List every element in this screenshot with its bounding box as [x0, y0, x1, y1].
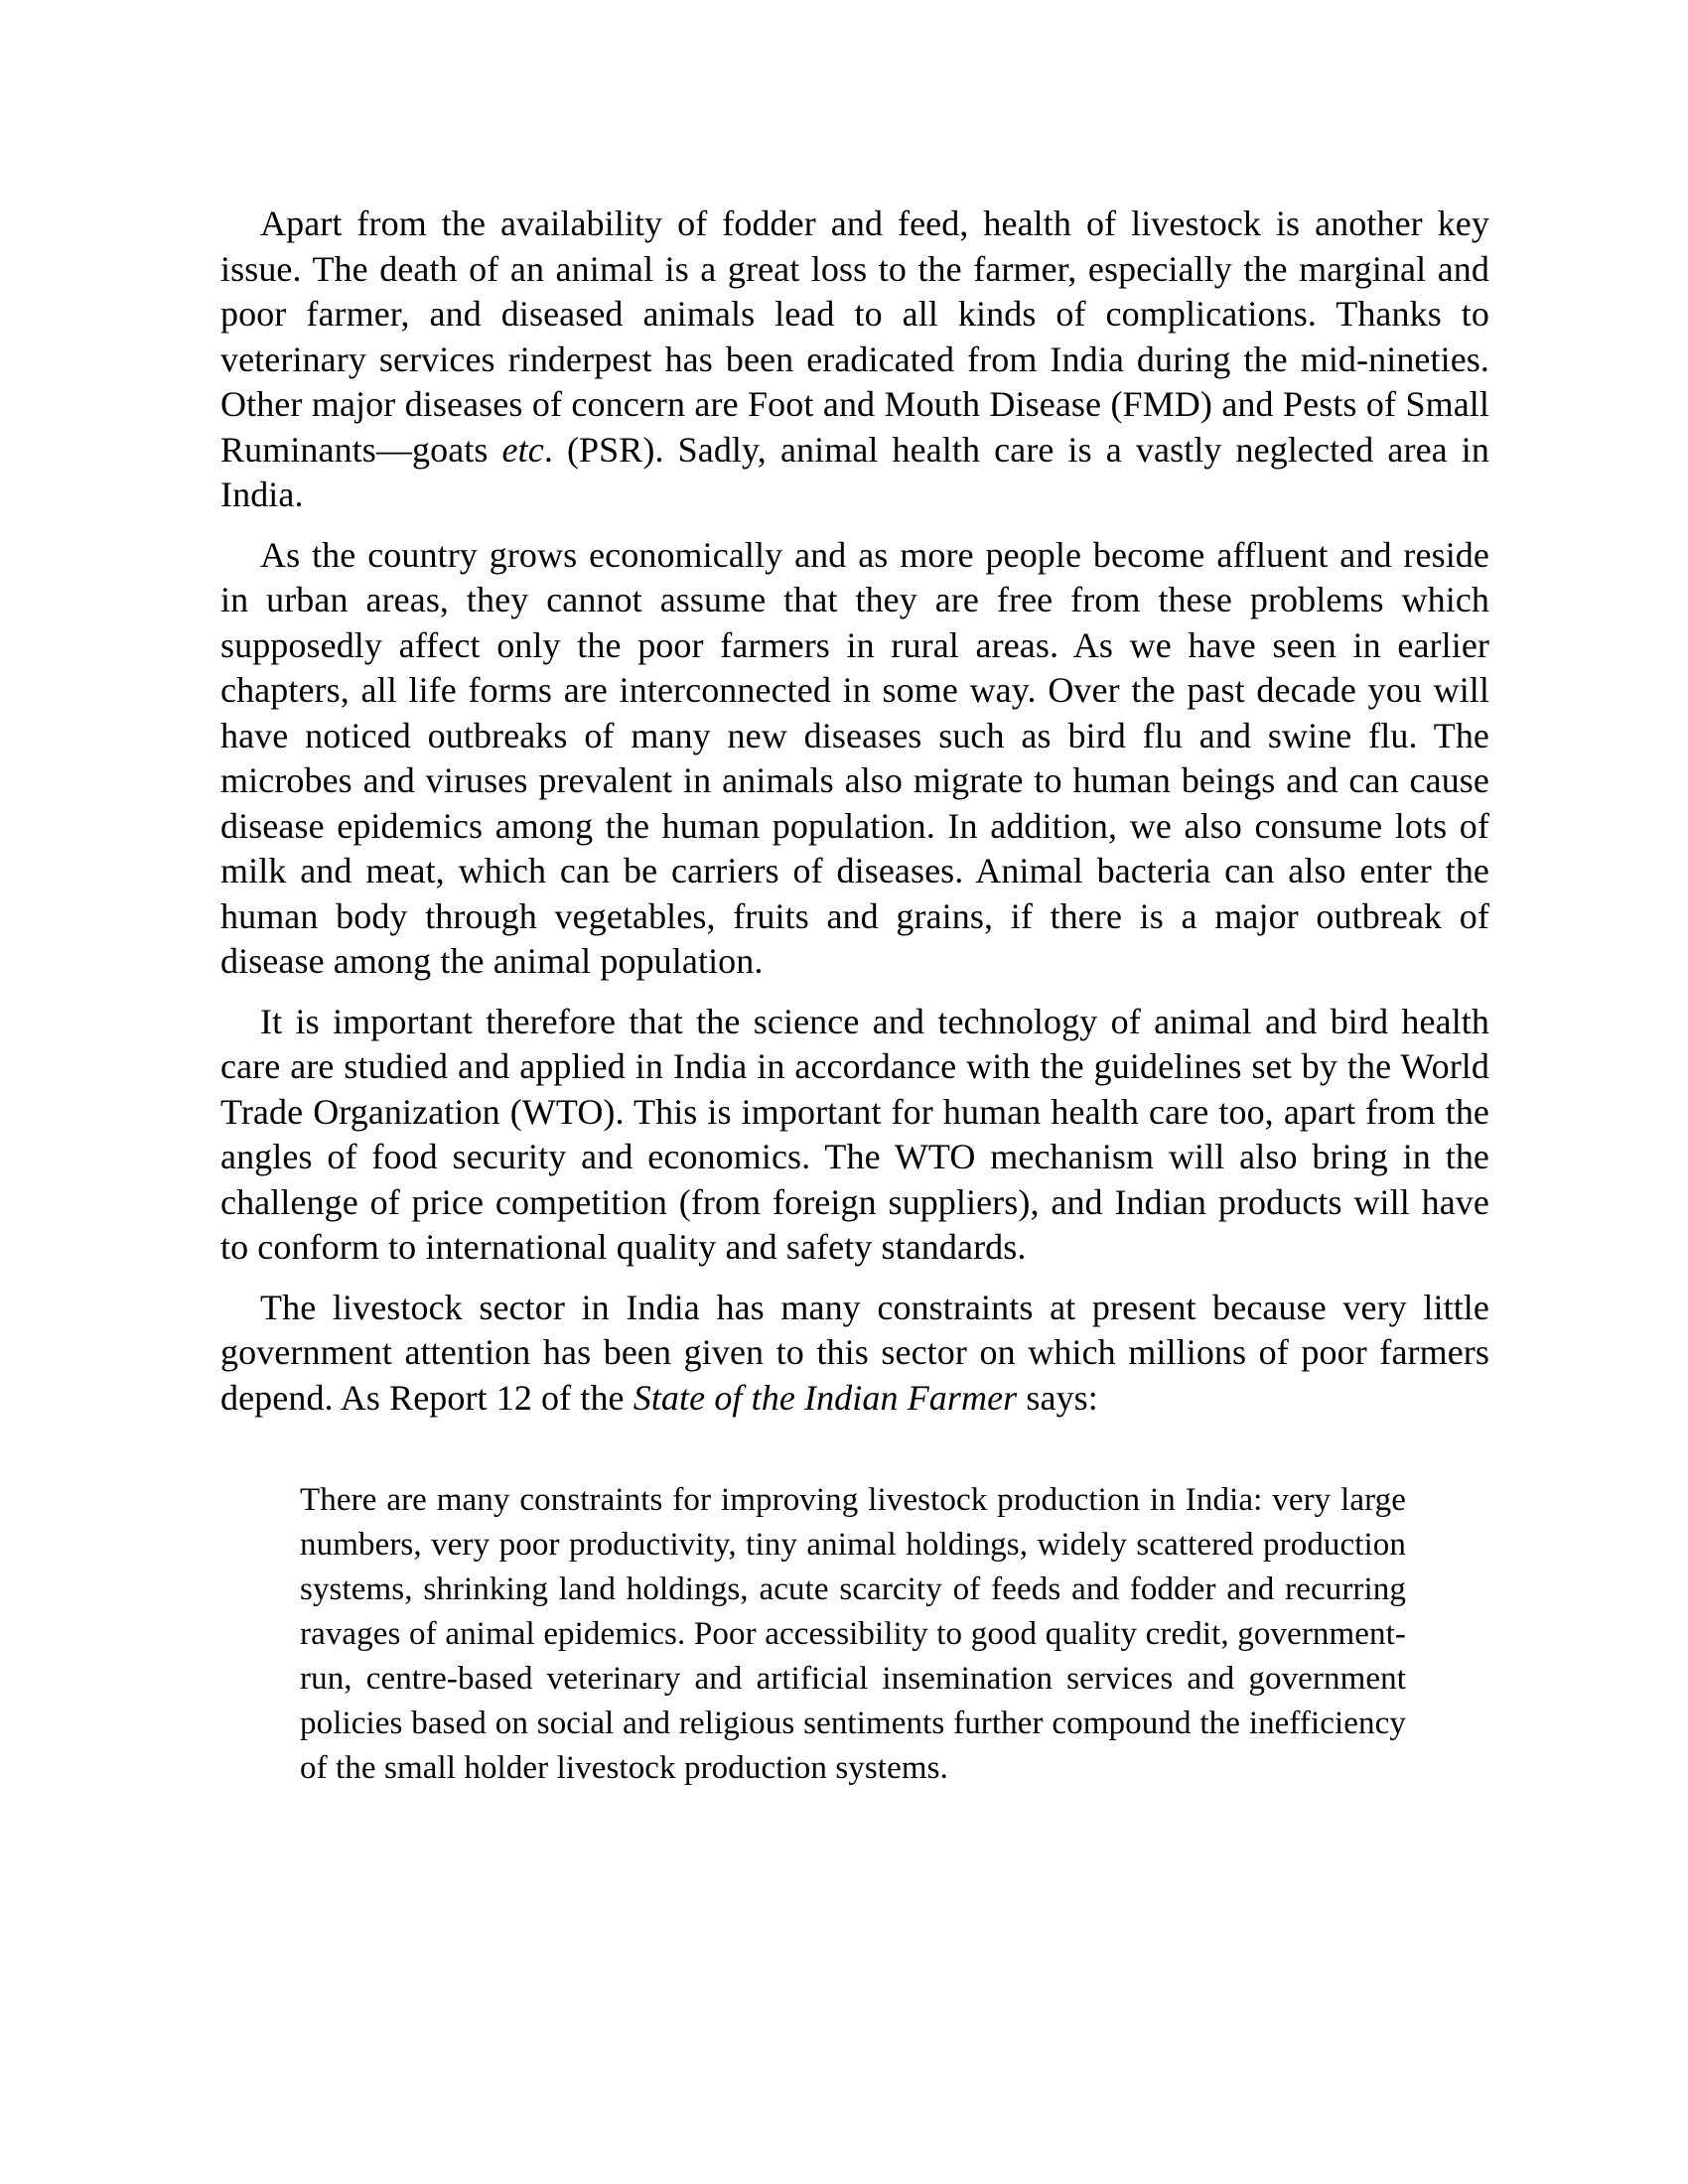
text-segment: says: [1017, 1377, 1098, 1418]
text-segment: As the country grows economically and as more people become affluent and reside in urban areas, they cannot assume that they are free from these problems which supposedly affect only the poor farmers in rural areas. As we have seen in earlier chapters, all life forms are interconnected in some way. Over the past decade you will have noticed outbreaks of many new diseases such as bird flu and swine flu. The microbes and viruses prevalent in animals also migrate to human beings and can cause disease epidemics among the human population. In addition, we also consume lots of milk and meat, which can be carriers of diseases. Animal bacteria can also enter the human body through vegetables, fruits and grains, if there is a major outbreak of disease among the animal population. [220, 534, 1489, 981]
paragraph-country-grows [220, 533, 1489, 985]
text-segment: The livestock sector in India has many constraints at present because very little government attention has been given to this sector on which millions of poor farmers depend. As Report 12 of the [220, 1287, 1489, 1418]
text-segment: It is important therefore that the science and technology of animal and bird health care are studied and applied in India in accordance with the guidelines set by the World Trade Organization (WTO). This is important for human health care too, apart from the angles of food security and economics. The WTO mechanism will also bring in the challenge of price competition (from foreign suppliers), and Indian products will have to conform to international quality and safety standards. [220, 1001, 1489, 1267]
blockquote-report-12 [300, 1478, 1406, 1791]
italic-text: State of the Indian Farmer [633, 1377, 1018, 1418]
italic-text: etc [501, 429, 544, 470]
paragraph-livestock-health [220, 202, 1489, 518]
paragraph-wto-guidelines [220, 1000, 1489, 1271]
paragraph-livestock-sector [220, 1286, 1489, 1422]
text-segment: Apart from the availability of fodder and feed, health of livestock is another key issue. The death of an animal is a great loss to the farmer, especially the marginal and poor farmer, and diseased animals lead to all kinds of complications. Thanks to veterinary services rinderpest has been eradicated from India during the mid-nineties. Other major diseases of concern are Foot and Mouth Disease (FMD) and Pests of Small Ruminants—goats [220, 204, 1489, 470]
text-segment: . (PSR). Sadly, animal health care is a vastly neglected area in India. [220, 429, 1489, 514]
text-segment: There are many constraints for improving livestock production in India: very large numbers, very poor productivity, tiny animal holdings, widely scattered production systems, shrinking land holdings, acute scarcity of feeds and fodder and recurring ravages of animal epidemics. Poor accessibility to good quality credit, government-run, centre-based veterinary and artificial insemination services and government policies based on social and religious sentiments further compound the inefficiency of the small holder livestock production systems. [300, 1482, 1406, 1786]
